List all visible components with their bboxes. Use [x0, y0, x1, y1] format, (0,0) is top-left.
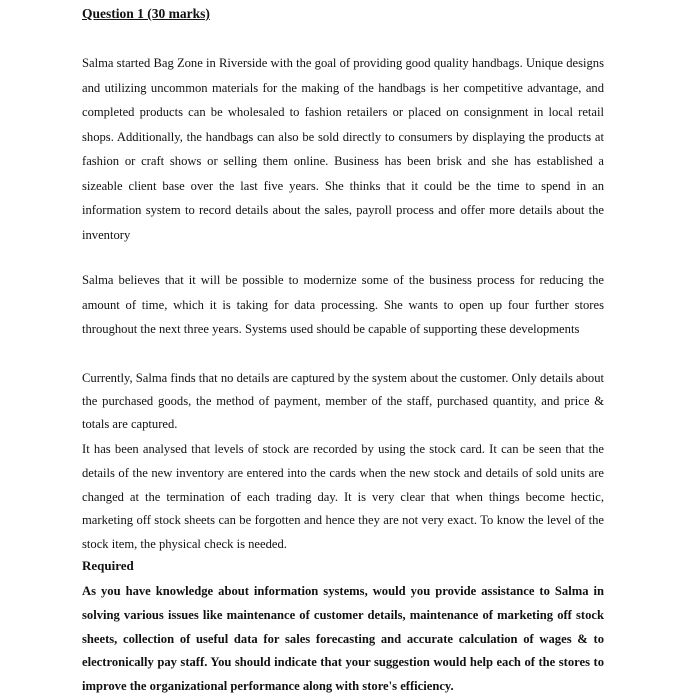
paragraph-modernization-goals: Salma believes that it will be possible to modernize some of the business process for reducing the amount of time, which it is taking for data processing. She wants to open up four further stores throughout the next three years. Systems used should be capable of supporting these developments — [82, 273, 604, 336]
paragraph-customer-details: Currently, Salma finds that no details are captured by the system about the customer. Only details about the purchased goods, the method of payment, member of the staff, purchased quantity, and price & totals are captured. — [82, 371, 604, 431]
required-task-text: As you have knowledge about information systems, would you provide assistance to Salma in solving various issues like maintenance of customer details, maintenance of marketing off stock sheets, collection of useful data for sales forecasting and accurate calculation of wages & to electronically pay staff. You should indicate that your suggestion would help each of the stores to improve the organizational performance along with store's efficiency. — [82, 584, 604, 694]
document-page — [82, 0, 604, 700]
required-heading: Required — [82, 558, 134, 573]
paragraph-business-background: Salma started Bag Zone in Riverside with the goal of providing good quality handbags. Unique designs and utilizing uncommon materials for the making of the handbags is her competitive advantage, and completed products can be wholesaled to fashion retailers or placed on consignment in local retail shops. Additionally, the handbags can also be sold directly to consumers by displaying the products at fashion or craft shows or selling them online. Business has been brisk and she has established a sizeable client base over the last five years. She thinks that it could be the time to spend in an information system to record details about the sales, payroll process and offer more details about the inventory — [82, 56, 604, 242]
paragraph-stock-recording: It has been analysed that levels of stock are recorded by using the stock card. It can be seen that the details of the new inventory are entered into the cards when the new stock and details of sold units are changed at the termination of each trading day. It is very clear that when things become hectic, marketing off stock sheets can be forgotten and hence they are not very exact. To know the level of the stock item, the physical check is needed. — [82, 442, 604, 552]
question-title: Question 1 (30 marks) — [82, 6, 210, 21]
